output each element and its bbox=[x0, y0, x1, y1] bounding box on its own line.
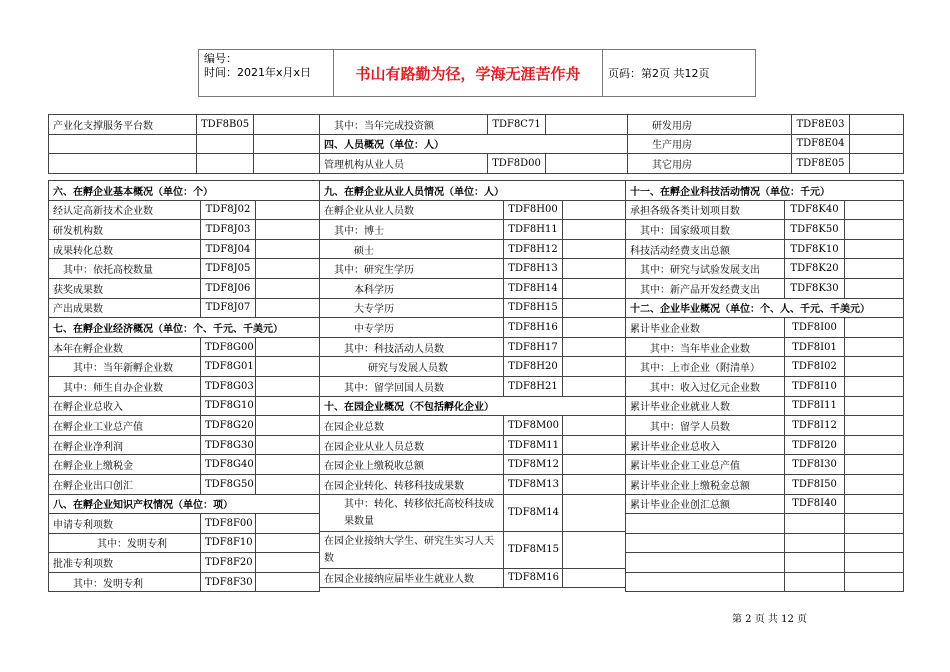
table-row bbox=[49, 396, 320, 416]
number-label: 编号： bbox=[204, 52, 237, 65]
section-header: 八、在孵企业知识产权情况（单位：项） bbox=[49, 494, 320, 514]
row-label: 生产用房 bbox=[628, 134, 792, 154]
row-label: 本科学历 bbox=[320, 278, 504, 298]
row-code: TDF8K10 bbox=[785, 239, 845, 259]
section-header: 七、在孵企业经济概况（单位：个、千元、千美元） bbox=[49, 318, 320, 338]
table-row bbox=[626, 455, 904, 475]
section-header: 六、在孵企业基本概况（单位：个） bbox=[49, 181, 320, 201]
row-code: TDF8G10 bbox=[201, 396, 256, 416]
table-row bbox=[49, 337, 320, 357]
table-row bbox=[626, 435, 904, 455]
row-label: 申请专利项数 bbox=[49, 514, 201, 534]
row-label: 研发用房 bbox=[628, 115, 792, 135]
table-row bbox=[320, 220, 626, 240]
top-table bbox=[48, 114, 904, 174]
row-code: TDF8G40 bbox=[201, 455, 256, 475]
row-code: TDF8K30 bbox=[785, 278, 845, 298]
value-cell[interactable] bbox=[254, 134, 320, 154]
value-cell[interactable] bbox=[850, 134, 904, 154]
section-header: 十一、在孵企业科技活动情况（单位：千元） bbox=[626, 181, 904, 201]
value-cell[interactable] bbox=[845, 474, 904, 494]
row-code: TDF8J05 bbox=[201, 259, 256, 279]
value-cell[interactable] bbox=[845, 396, 904, 416]
value-cell[interactable] bbox=[256, 298, 320, 318]
table-row bbox=[49, 416, 320, 436]
right-table bbox=[625, 180, 904, 592]
row-label: 在园企业上缴税收总额 bbox=[320, 455, 504, 475]
row-label: 在园企业转化、转移科技成果数 bbox=[320, 474, 504, 494]
value-cell[interactable] bbox=[845, 572, 904, 592]
value-cell[interactable] bbox=[256, 553, 320, 573]
row-label: 获奖成果数 bbox=[49, 278, 201, 298]
value-cell[interactable] bbox=[845, 337, 904, 357]
row-code: TDF8H12 bbox=[504, 239, 563, 259]
value-cell[interactable] bbox=[845, 376, 904, 396]
table-row bbox=[626, 357, 904, 377]
row-code: TDF8I20 bbox=[785, 435, 845, 455]
row-label: 在园企业接纳应届毕业生就业人数 bbox=[320, 568, 504, 588]
row-code: TDF8G50 bbox=[201, 474, 256, 494]
row-code: TDF8E04 bbox=[792, 134, 850, 154]
value-cell[interactable] bbox=[845, 357, 904, 377]
value-cell[interactable] bbox=[254, 115, 320, 135]
table-row bbox=[49, 435, 320, 455]
empty-cell bbox=[626, 553, 785, 573]
row-label: 批准专利项数 bbox=[49, 553, 201, 573]
row-label: 中专学历 bbox=[320, 318, 504, 338]
table-row bbox=[49, 134, 904, 154]
table-row bbox=[49, 181, 320, 201]
row-code: TDF8F00 bbox=[201, 514, 256, 534]
value-cell[interactable] bbox=[845, 318, 904, 338]
row-code: TDF8H16 bbox=[504, 318, 563, 338]
table-row bbox=[320, 531, 626, 568]
table-row bbox=[49, 115, 904, 135]
table-row bbox=[320, 455, 626, 475]
row-code: TDF8B05 bbox=[197, 115, 254, 135]
value-cell[interactable] bbox=[845, 455, 904, 475]
table-row bbox=[626, 376, 904, 396]
row-code: TDF8K20 bbox=[785, 259, 845, 279]
row-code: TDF8K50 bbox=[785, 220, 845, 240]
table-row bbox=[626, 259, 904, 279]
row-label: 其中：国家级项目数 bbox=[626, 220, 785, 240]
row-code: TDF8H14 bbox=[504, 278, 563, 298]
header-motto: 书山有路勤为径，学海无涯苦作舟 bbox=[334, 50, 603, 96]
table-row bbox=[626, 278, 904, 298]
empty-cell bbox=[197, 134, 254, 154]
row-code: TDF8I12 bbox=[785, 416, 845, 436]
row-code: TDF8I02 bbox=[785, 357, 845, 377]
table-row bbox=[626, 298, 904, 318]
value-cell[interactable] bbox=[256, 220, 320, 240]
table-row bbox=[320, 435, 626, 455]
row-code: TDF8M13 bbox=[504, 474, 563, 494]
value-cell[interactable] bbox=[256, 533, 320, 553]
row-label: 其中：研究与试验发展支出 bbox=[626, 259, 785, 279]
row-code: TDF8I30 bbox=[785, 455, 845, 475]
table-row bbox=[626, 239, 904, 259]
row-label: 在孵企业上缴税金 bbox=[49, 455, 201, 475]
table-row bbox=[49, 154, 904, 174]
value-cell[interactable] bbox=[563, 568, 626, 588]
row-label: 累计毕业企业数 bbox=[626, 318, 785, 338]
row-label: 在园企业总数 bbox=[320, 416, 504, 436]
value-cell[interactable] bbox=[845, 239, 904, 259]
table-row bbox=[49, 298, 320, 318]
row-label: 大专学历 bbox=[320, 298, 504, 318]
row-code: TDF8G00 bbox=[201, 337, 256, 357]
empty-cell bbox=[197, 154, 254, 174]
value-cell[interactable] bbox=[845, 435, 904, 455]
section-header: 四、人员概况（单位：人） bbox=[320, 134, 628, 154]
row-label: 研究与发展人员数 bbox=[320, 357, 504, 377]
table-row bbox=[320, 200, 626, 220]
row-code: TDF8H20 bbox=[504, 357, 563, 377]
value-cell[interactable] bbox=[563, 531, 626, 568]
row-code: TDF8M15 bbox=[504, 531, 563, 568]
row-label: 承担各级各类计划项目数 bbox=[626, 200, 785, 220]
value-cell[interactable] bbox=[256, 435, 320, 455]
page-header bbox=[198, 49, 756, 97]
row-code: TDF8F10 bbox=[201, 533, 256, 553]
table-row bbox=[320, 568, 626, 588]
empty-cell bbox=[785, 553, 845, 573]
value-cell[interactable] bbox=[563, 357, 626, 377]
value-cell[interactable] bbox=[563, 318, 626, 338]
table-row bbox=[320, 278, 626, 298]
row-code: TDF8H00 bbox=[504, 200, 563, 220]
value-cell[interactable] bbox=[563, 455, 626, 475]
row-label: 在孵企业出口创汇 bbox=[49, 474, 201, 494]
row-label: 在孵企业总收入 bbox=[49, 396, 201, 416]
value-cell[interactable] bbox=[546, 115, 628, 135]
empty-cell bbox=[626, 514, 785, 534]
table-row bbox=[320, 337, 626, 357]
table-row bbox=[49, 553, 320, 573]
value-cell[interactable] bbox=[256, 278, 320, 298]
row-label: 其中：当年毕业企业数 bbox=[626, 337, 785, 357]
row-code: TDF8G20 bbox=[201, 416, 256, 436]
row-label: 累计毕业企业上缴税金总额 bbox=[626, 474, 785, 494]
value-cell[interactable] bbox=[845, 494, 904, 514]
row-label: 其中：当年完成投资额 bbox=[320, 115, 488, 135]
row-label: 其中：研究生学历 bbox=[320, 259, 504, 279]
value-cell[interactable] bbox=[850, 115, 904, 135]
row-code: TDF8I01 bbox=[785, 337, 845, 357]
value-cell[interactable] bbox=[256, 474, 320, 494]
table-row bbox=[626, 514, 904, 534]
section-header: 九、在孵企业从业人员情况（单位：人） bbox=[320, 181, 626, 201]
row-code: TDF8I00 bbox=[785, 318, 845, 338]
value-cell[interactable] bbox=[563, 435, 626, 455]
row-label: 本年在孵企业数 bbox=[49, 337, 201, 357]
row-label: 其中：上市企业（附清单） bbox=[626, 357, 785, 377]
value-cell[interactable] bbox=[563, 494, 626, 531]
time-label: 时间：2021年x月x日 bbox=[204, 66, 312, 79]
table-row bbox=[49, 474, 320, 494]
table-row bbox=[320, 376, 626, 396]
table-row bbox=[49, 239, 320, 259]
empty-cell bbox=[49, 154, 197, 174]
row-label: 研发机构数 bbox=[49, 220, 201, 240]
row-code: TDF8H17 bbox=[504, 337, 563, 357]
table-row bbox=[49, 494, 320, 514]
value-cell[interactable] bbox=[845, 259, 904, 279]
row-code: TDF8J02 bbox=[201, 200, 256, 220]
row-label: 科技活动经费支出总额 bbox=[626, 239, 785, 259]
table-row bbox=[320, 396, 626, 416]
row-code: TDF8M00 bbox=[504, 416, 563, 436]
row-code: TDF8J04 bbox=[201, 239, 256, 259]
row-label: 在孵企业净利润 bbox=[49, 435, 201, 455]
row-code: TDF8C71 bbox=[488, 115, 546, 135]
table-row bbox=[320, 474, 626, 494]
value-cell[interactable] bbox=[845, 278, 904, 298]
value-cell[interactable] bbox=[845, 533, 904, 553]
row-label: 其中：依托高校数量 bbox=[49, 259, 201, 279]
value-cell[interactable] bbox=[845, 553, 904, 573]
row-code: TDF8F30 bbox=[201, 572, 256, 592]
row-code: TDF8I50 bbox=[785, 474, 845, 494]
table-row bbox=[320, 357, 626, 377]
table-row bbox=[320, 494, 626, 531]
value-cell[interactable] bbox=[850, 154, 904, 174]
table-row bbox=[320, 181, 626, 201]
table-row bbox=[626, 494, 904, 514]
row-label: 产业化支撑服务平台数 bbox=[49, 115, 197, 135]
row-code: TDF8G01 bbox=[201, 357, 256, 377]
table-row bbox=[626, 337, 904, 357]
row-code: TDF8M11 bbox=[504, 435, 563, 455]
row-label: 在孵企业工业总产值 bbox=[49, 416, 201, 436]
row-code: TDF8E03 bbox=[792, 115, 850, 135]
row-code: TDF8D00 bbox=[488, 154, 546, 174]
value-cell[interactable] bbox=[256, 259, 320, 279]
row-label: 其中：转化、转移依托高校科技成果数量 bbox=[320, 494, 504, 531]
row-label: 其中：留学回国人员数 bbox=[320, 376, 504, 396]
table-row bbox=[49, 533, 320, 553]
row-label: 在孵企业从业人员数 bbox=[320, 200, 504, 220]
table-row bbox=[626, 396, 904, 416]
section-header: 十、在园企业概况（不包括孵化企业） bbox=[320, 396, 626, 416]
row-code: TDF8G03 bbox=[201, 376, 256, 396]
table-row bbox=[320, 318, 626, 338]
row-label: 累计毕业企业工业总产值 bbox=[626, 455, 785, 475]
table-row bbox=[49, 278, 320, 298]
table-row bbox=[49, 572, 320, 592]
row-label: 其中：发明专利 bbox=[49, 533, 201, 553]
value-cell[interactable] bbox=[256, 455, 320, 475]
value-cell[interactable] bbox=[256, 514, 320, 534]
row-code: TDF8J06 bbox=[201, 278, 256, 298]
row-code: TDF8E05 bbox=[792, 154, 850, 174]
row-code: TDF8F20 bbox=[201, 553, 256, 573]
row-label: 成果转化总数 bbox=[49, 239, 201, 259]
value-cell[interactable] bbox=[563, 474, 626, 494]
header-page-number: 页码：第2页 共12页 bbox=[608, 67, 710, 80]
table-row bbox=[320, 298, 626, 318]
table-row bbox=[626, 200, 904, 220]
value-cell[interactable] bbox=[845, 416, 904, 436]
row-code: TDF8I10 bbox=[785, 376, 845, 396]
table-row bbox=[320, 239, 626, 259]
row-code: TDF8I11 bbox=[785, 396, 845, 416]
row-label: 其中：师生自办企业数 bbox=[49, 376, 201, 396]
row-label: 累计毕业企业创汇总额 bbox=[626, 494, 785, 514]
value-cell[interactable] bbox=[563, 259, 626, 279]
value-cell[interactable] bbox=[563, 298, 626, 318]
empty-cell bbox=[49, 134, 197, 154]
row-code: TDF8K40 bbox=[785, 200, 845, 220]
table-row bbox=[49, 318, 320, 338]
value-cell[interactable] bbox=[845, 220, 904, 240]
row-label: 其它用房 bbox=[628, 154, 792, 174]
empty-cell bbox=[626, 533, 785, 553]
empty-cell bbox=[785, 533, 845, 553]
row-code: TDF8I40 bbox=[785, 494, 845, 514]
table-row bbox=[626, 220, 904, 240]
row-label: 累计毕业企业就业人数 bbox=[626, 396, 785, 416]
row-label: 产出成果数 bbox=[49, 298, 201, 318]
row-label: 累计毕业企业总收入 bbox=[626, 435, 785, 455]
value-cell[interactable] bbox=[256, 200, 320, 220]
table-row bbox=[626, 533, 904, 553]
row-code: TDF8M12 bbox=[504, 455, 563, 475]
table-row bbox=[49, 514, 320, 534]
table-row bbox=[49, 220, 320, 240]
empty-cell bbox=[626, 572, 785, 592]
value-cell[interactable] bbox=[845, 200, 904, 220]
row-code: TDF8J03 bbox=[201, 220, 256, 240]
row-label: 在园企业从业人员总数 bbox=[320, 435, 504, 455]
value-cell[interactable] bbox=[563, 416, 626, 436]
table-row bbox=[626, 572, 904, 592]
row-label: 其中：当年新孵企业数 bbox=[49, 357, 201, 377]
row-code: TDF8H13 bbox=[504, 259, 563, 279]
section-header: 十二、企业毕业概况（单位：个、人、千元、千美元） bbox=[626, 298, 904, 318]
row-code: TDF8J07 bbox=[201, 298, 256, 318]
table-row bbox=[626, 553, 904, 573]
row-code: TDF8G30 bbox=[201, 435, 256, 455]
row-code: TDF8H21 bbox=[504, 376, 563, 396]
row-label: 管理机构从业人员 bbox=[320, 154, 488, 174]
value-cell[interactable] bbox=[845, 514, 904, 534]
empty-cell bbox=[785, 514, 845, 534]
value-cell[interactable] bbox=[563, 220, 626, 240]
left-table bbox=[48, 180, 320, 592]
row-code: TDF8H15 bbox=[504, 298, 563, 318]
value-cell[interactable] bbox=[256, 376, 320, 396]
row-label: 经认定高新技术企业数 bbox=[49, 200, 201, 220]
table-row bbox=[320, 416, 626, 436]
row-label: 硕士 bbox=[320, 239, 504, 259]
empty-cell bbox=[785, 572, 845, 592]
row-label: 其中：留学人员数 bbox=[626, 416, 785, 436]
middle-table bbox=[319, 180, 626, 588]
value-cell[interactable] bbox=[256, 416, 320, 436]
page-footer: 第 2 页 共 12 页 bbox=[732, 614, 807, 625]
value-cell[interactable] bbox=[563, 376, 626, 396]
row-code: TDF8M16 bbox=[504, 568, 563, 588]
table-row bbox=[626, 318, 904, 338]
value-cell[interactable] bbox=[256, 357, 320, 377]
table-row bbox=[49, 259, 320, 279]
table-row bbox=[320, 259, 626, 279]
value-cell[interactable] bbox=[254, 154, 320, 174]
table-row bbox=[49, 376, 320, 396]
value-cell[interactable] bbox=[563, 278, 626, 298]
value-cell[interactable] bbox=[256, 239, 320, 259]
table-row bbox=[49, 455, 320, 475]
row-label: 其中：博士 bbox=[320, 220, 504, 240]
table-row bbox=[626, 181, 904, 201]
header-meta bbox=[199, 50, 334, 96]
row-label: 其中：新产品开发经费支出 bbox=[626, 278, 785, 298]
value-cell[interactable] bbox=[256, 337, 320, 357]
row-label: 其中：科技活动人员数 bbox=[320, 337, 504, 357]
table-row bbox=[626, 474, 904, 494]
row-code: TDF8H11 bbox=[504, 220, 563, 240]
row-code: TDF8M14 bbox=[504, 494, 563, 531]
value-cell[interactable] bbox=[563, 200, 626, 220]
value-cell[interactable] bbox=[546, 154, 628, 174]
table-row bbox=[49, 357, 320, 377]
row-label: 其中：发明专利 bbox=[49, 572, 201, 592]
row-label: 其中：收入过亿元企业数 bbox=[626, 376, 785, 396]
row-label: 在园企业接纳大学生、研究生实习人天数 bbox=[320, 531, 504, 568]
value-cell[interactable] bbox=[256, 396, 320, 416]
value-cell[interactable] bbox=[563, 239, 626, 259]
value-cell[interactable] bbox=[563, 337, 626, 357]
value-cell[interactable] bbox=[256, 572, 320, 592]
table-row bbox=[49, 200, 320, 220]
table-row bbox=[626, 416, 904, 436]
